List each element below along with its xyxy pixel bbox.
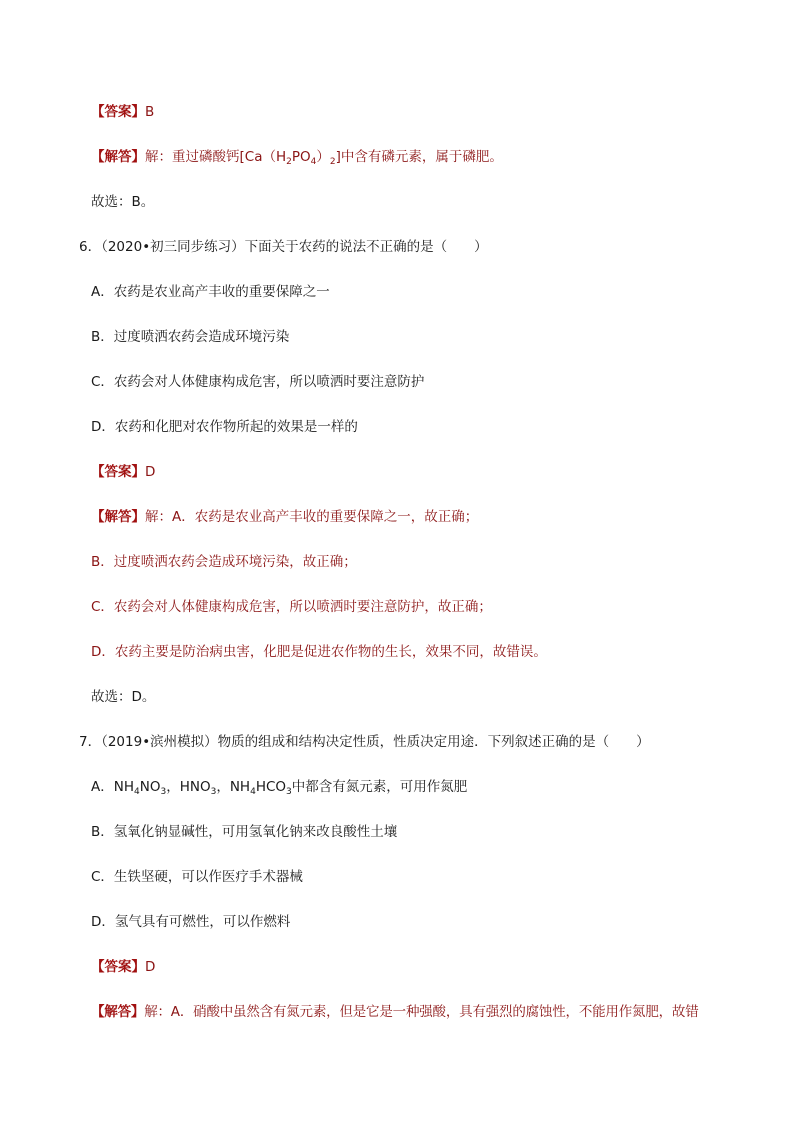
q7-option-c: C．生铁坚硬，可以作医疗手术器械 bbox=[91, 869, 303, 885]
q7-explanation-tag: 【解答】 bbox=[91, 1004, 145, 1020]
q6-answer-line bbox=[91, 462, 155, 482]
explanation-text: 解：重过磷酸钙$[Ca(H_2PO_4)_2]$中含有磷元素，属于磷肥。 bbox=[145, 149, 503, 167]
q6-option-c: C．农药会对人体健康构成危害，所以喷洒时要注意防护 bbox=[91, 374, 425, 390]
q7-option-a: A．$NH_4NO_3$，$HNO_3$，$NH_4HCO_3$中都含有氮元素，可用作氮肥 bbox=[91, 779, 468, 797]
question-7-stem: 7．（2019•滨州模拟）物质的组成和结构决定性质，性质决定用途．下列叙述正确的是（ ） bbox=[79, 734, 650, 750]
q6-option-d: D．农药和化肥对农作物所起的效果是一样的 bbox=[91, 419, 358, 435]
q6-explanation-line-3: C．农药会对人体健康构成危害，所以喷洒时要注意防护，故正确； bbox=[91, 599, 492, 615]
q6-answer-tag: 【答案】 bbox=[91, 464, 145, 480]
q7-option-b: B．氢氧化钠显碱性，可用氢氧化钠来改良酸性土壤 bbox=[91, 824, 398, 840]
q6-explanation-tag: 【解答】 bbox=[91, 509, 145, 525]
q6-explanation-line-2: B．过度喷洒农药会造成环境污染，故正确； bbox=[91, 554, 357, 570]
q7-option-d: D．氢气具有可燃性，可以作燃料 bbox=[91, 914, 291, 930]
answer-line bbox=[91, 102, 154, 122]
explanation-tag: 【解答】 bbox=[91, 149, 145, 165]
q7-answer-value: D bbox=[145, 959, 156, 975]
q7-answer-tag: 【答案】 bbox=[91, 959, 145, 975]
q7-explanation-text-1: 解：A．硝酸中虽然含有氮元素，但是它是一种强酸，具有强烈的腐蚀性，不能用作氮肥，故错 bbox=[144, 1004, 699, 1020]
q6-explanation-line-4: D．农药主要是防治病虫害，化肥是促进农作物的生长，效果不同，故错误。 bbox=[91, 644, 547, 660]
q6-explanation-line-1 bbox=[91, 507, 478, 527]
answer-tag: 【答案】 bbox=[91, 104, 145, 120]
q6-answer-value: D bbox=[145, 464, 156, 480]
q6-option-a: A．农药是农业高产丰收的重要保障之一 bbox=[91, 284, 330, 300]
q6-conclusion: 故选：D。 bbox=[91, 689, 156, 705]
explanation-line bbox=[91, 147, 503, 167]
conclusion-line: 故选：B。 bbox=[91, 194, 155, 210]
q6-option-b: B．过度喷洒农药会造成环境污染 bbox=[91, 329, 290, 345]
answer-value: B bbox=[145, 104, 155, 120]
q7-answer-line bbox=[91, 957, 155, 977]
question-6-stem: 6．（2020•初三同步练习）下面关于农药的说法不正确的是（ ） bbox=[79, 239, 488, 255]
q6-explanation-text-1: 解：A．农药是农业高产丰收的重要保障之一，故正确； bbox=[145, 509, 479, 525]
q7-explanation-line-1 bbox=[91, 1002, 699, 1022]
